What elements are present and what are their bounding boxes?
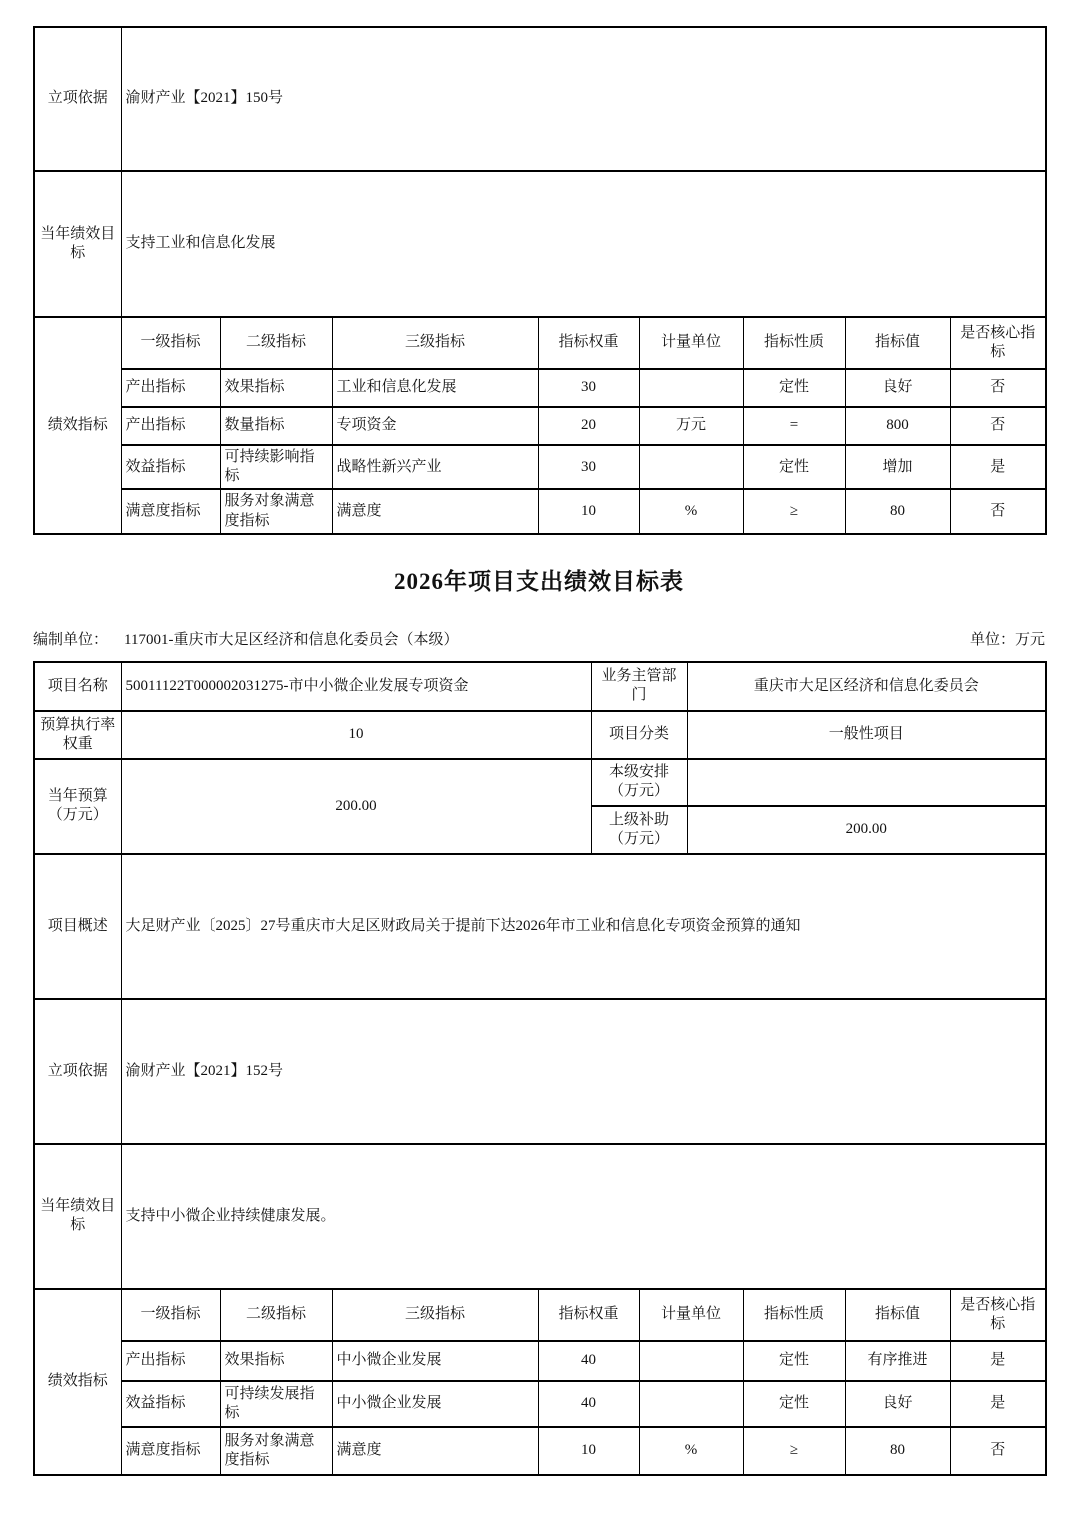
table2-ind-header: 指标值 — [845, 1289, 950, 1341]
indicator-cell: 定性 — [743, 1341, 845, 1381]
category-value: 一般性项目 — [687, 711, 1046, 759]
dept-value: 重庆市大足区经济和信息化委员会 — [687, 662, 1046, 711]
prepared-by — [33, 628, 458, 649]
table2-top — [33, 661, 1047, 855]
indicator-cell: 10 — [538, 489, 639, 533]
page-title: 2026年项目支出绩效目标表 — [394, 568, 684, 594]
table2-descriptions — [33, 853, 1047, 1290]
table1-lixiang-value: 渝财产业【2021】150号 — [121, 27, 1046, 171]
indicator-cell: 满意度 — [332, 1427, 538, 1475]
table1-ind-header: 是否核心指标 — [950, 317, 1046, 369]
indicator-cell: ≥ — [743, 489, 845, 533]
indicator-cell: 中小微企业发展 — [332, 1381, 538, 1427]
exec-rate-value: 10 — [121, 711, 591, 759]
indicator-cell: 满意度 — [332, 489, 538, 533]
indicator-cell: 是 — [950, 1341, 1046, 1381]
table1-target-value: 支持工业和信息化发展 — [121, 171, 1046, 317]
indicator-cell: 是 — [950, 445, 1046, 489]
indicator-cell: 否 — [950, 1427, 1046, 1475]
table2-ind-header: 计量单位 — [639, 1289, 743, 1341]
indicator-cell: 服务对象满意度指标 — [220, 1427, 332, 1475]
indicator-cell: 定性 — [743, 369, 845, 407]
indicator-cell: 增加 — [845, 445, 950, 489]
indicator-cell: 良好 — [845, 369, 950, 407]
indicator-cell: 服务对象满意度指标 — [220, 489, 332, 533]
table1-ind-header: 指标性质 — [743, 317, 845, 369]
overview-value: 大足财产业〔2025〕27号重庆市大足区财政局关于提前下达2026年市工业和信息化专项资金预算的通知 — [121, 854, 1046, 999]
indicator-cell: 否 — [950, 407, 1046, 445]
table1-ind-header: 计量单位 — [639, 317, 743, 369]
indicator-cell: 中小微企业发展 — [332, 1341, 538, 1381]
indicator-cell: 战略性新兴产业 — [332, 445, 538, 489]
indicator-cell: 30 — [538, 445, 639, 489]
indicator-cell: 是 — [950, 1381, 1046, 1427]
indicator-cell: 定性 — [743, 445, 845, 489]
indicator-cell: 专项资金 — [332, 407, 538, 445]
indicator-cell — [639, 1341, 743, 1381]
indicator-cell: 效益指标 — [121, 1381, 220, 1427]
superior-subsidy-label: 上级补助（万元） — [591, 806, 687, 854]
superior-subsidy-value: 200.00 — [687, 806, 1046, 854]
exec-rate-label: 预算执行率权重 — [34, 711, 121, 759]
table2-ind-header: 指标权重 — [538, 1289, 639, 1341]
dept-label: 业务主管部门 — [591, 662, 687, 711]
table1-indicators-label: 绩效指标 — [34, 317, 121, 534]
indicator-cell: 20 — [538, 407, 639, 445]
indicator-cell: 可持续发展指标 — [220, 1381, 332, 1427]
indicator-cell: 可持续影响指标 — [220, 445, 332, 489]
indicator-cell: 产出指标 — [121, 1341, 220, 1381]
indicator-cell: 效果指标 — [220, 1341, 332, 1381]
indicator-cell: 定性 — [743, 1381, 845, 1427]
table2-lixiang-label: 立项依据 — [34, 999, 121, 1144]
meta-line — [33, 628, 1045, 649]
indicator-cell: 80 — [845, 1427, 950, 1475]
indicator-cell: 效益指标 — [121, 445, 220, 489]
table1-ind-header: 指标权重 — [538, 317, 639, 369]
indicator-cell: % — [639, 1427, 743, 1475]
indicator-cell: 否 — [950, 489, 1046, 533]
table2-ind-header: 一级指标 — [121, 1289, 220, 1341]
indicator-cell — [639, 369, 743, 407]
category-label: 项目分类 — [591, 711, 687, 759]
document-sheet — [33, 0, 1045, 1476]
table1-indicators — [33, 316, 1047, 535]
indicator-cell — [639, 1381, 743, 1427]
table2-target-label: 当年绩效目标 — [34, 1144, 121, 1289]
indicator-cell: 万元 — [639, 407, 743, 445]
table1-ind-header: 二级指标 — [220, 317, 332, 369]
indicator-cell: 产出指标 — [121, 407, 220, 445]
project-name-value: 50011122T000002031275-市中小微企业发展专项资金 — [121, 662, 591, 711]
indicator-cell: 满意度指标 — [121, 1427, 220, 1475]
indicator-cell: 30 — [538, 369, 639, 407]
indicator-cell — [639, 445, 743, 489]
table2-ind-header: 三级指标 — [332, 1289, 538, 1341]
indicator-cell: 良好 — [845, 1381, 950, 1427]
indicator-cell: 800 — [845, 407, 950, 445]
indicator-cell: 满意度指标 — [121, 489, 220, 533]
indicator-cell: 效果指标 — [220, 369, 332, 407]
prepared-by-value: 117001-重庆市大足区经济和信息化委员会（本级） — [124, 631, 459, 648]
budget-value: 200.00 — [121, 759, 591, 854]
indicator-cell: = — [743, 407, 845, 445]
indicator-cell: 产出指标 — [121, 369, 220, 407]
indicator-cell: 10 — [538, 1427, 639, 1475]
table2-indicators-label: 绩效指标 — [34, 1289, 121, 1475]
project-name-label: 项目名称 — [34, 662, 121, 711]
indicator-cell: ≥ — [743, 1427, 845, 1475]
table1-target-label: 当年绩效目标 — [34, 171, 121, 317]
table2-target-value: 支持中小微企业持续健康发展。 — [121, 1144, 1046, 1289]
prepared-by-label: 编制单位： — [33, 631, 109, 648]
table1-ind-header: 指标值 — [845, 317, 950, 369]
indicator-cell: 40 — [538, 1381, 639, 1427]
table2-ind-header: 是否核心指标 — [950, 1289, 1046, 1341]
local-arrangement-value — [687, 759, 1046, 806]
local-arrangement-label: 本级安排（万元） — [591, 759, 687, 806]
indicator-cell: 否 — [950, 369, 1046, 407]
indicator-cell: 数量指标 — [220, 407, 332, 445]
table2-ind-header: 二级指标 — [220, 1289, 332, 1341]
overview-label: 项目概述 — [34, 854, 121, 999]
table2-ind-header: 指标性质 — [743, 1289, 845, 1341]
table1-ind-header: 三级指标 — [332, 317, 538, 369]
indicator-cell: 80 — [845, 489, 950, 533]
table1-lixiang-label: 立项依据 — [34, 27, 121, 171]
table2-lixiang-value: 渝财产业【2021】152号 — [121, 999, 1046, 1144]
indicator-cell: 工业和信息化发展 — [332, 369, 538, 407]
table1-info — [33, 26, 1047, 318]
unit-label: 单位：万元 — [969, 631, 1045, 648]
indicator-cell: % — [639, 489, 743, 533]
table1-ind-header: 一级指标 — [121, 317, 220, 369]
table2-indicators — [33, 1288, 1047, 1476]
indicator-cell: 40 — [538, 1341, 639, 1381]
budget-label: 当年预算（万元） — [34, 759, 121, 854]
indicator-cell: 有序推进 — [845, 1341, 950, 1381]
